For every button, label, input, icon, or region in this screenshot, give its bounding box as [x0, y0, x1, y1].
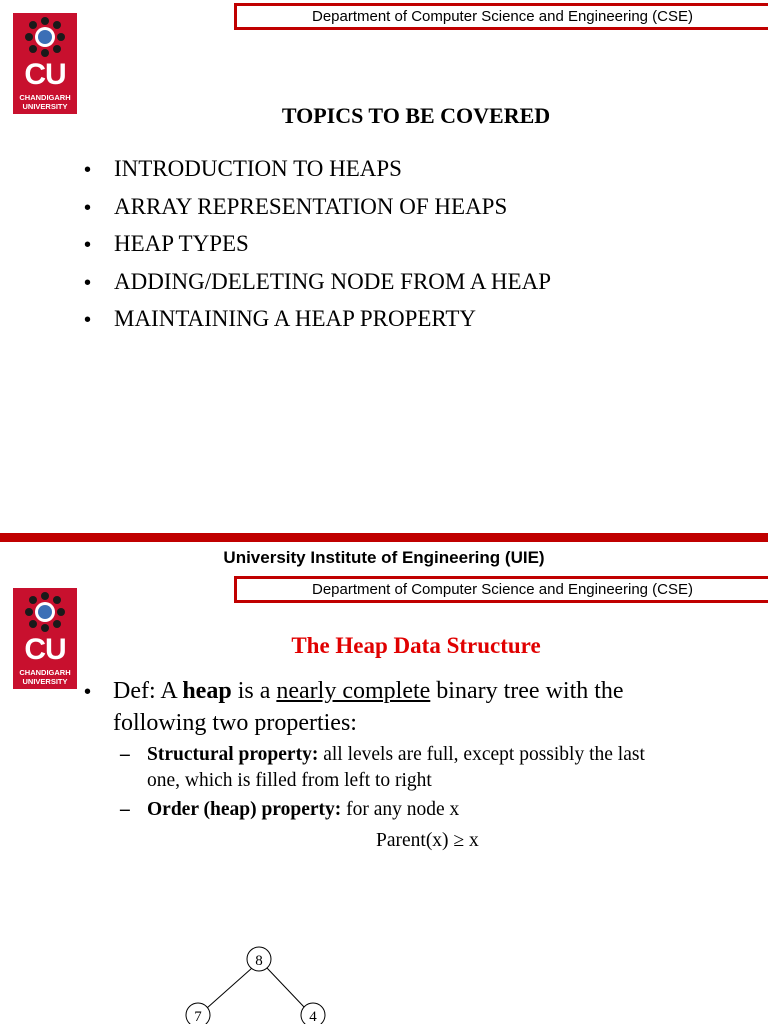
- list-item: • HEAP TYPES: [84, 231, 249, 256]
- order-property: – Order (heap) property: for any node x: [120, 799, 460, 820]
- department-banner: Department of Computer Science and Engineering (CSE): [234, 576, 768, 603]
- term-heap: heap: [182, 678, 232, 704]
- topics-list: [84, 151, 551, 339]
- tree-node-left-label: 7: [194, 1009, 202, 1024]
- logo-university-name: CHANDIGARH UNIVERSITY: [19, 93, 71, 111]
- slide-separator: [0, 533, 768, 542]
- term-nearly-complete: nearly complete: [276, 678, 431, 704]
- logo-mark: CU: [24, 633, 66, 666]
- slide-title: TOPICS TO BE COVERED: [281, 103, 551, 128]
- slide-heap-definition: [0, 542, 768, 1024]
- list-item: • INTRODUCTION TO HEAPS: [84, 156, 402, 181]
- logo-mark: CU: [24, 58, 66, 91]
- list-item: • ADDING/DELETING NODE FROM A HEAP: [84, 268, 551, 294]
- institute-title: University Institute of Engineering (UIE): [223, 548, 545, 567]
- list-item: • ARRAY REPRESENTATION OF HEAPS: [84, 193, 508, 219]
- heap-formula: Parent(x) ≥ x: [376, 830, 479, 851]
- definition-bullet: • Def: A heap is a nearly complete binary tree with the following two properties:: [84, 678, 624, 736]
- slide-title: The Heap Data Structure: [291, 633, 541, 658]
- logo-university-name: CHANDIGARH UNIVERSITY: [19, 668, 71, 686]
- department-banner: Department of Computer Science and Engineering (CSE): [234, 3, 768, 30]
- tree-node-right-label: 4: [309, 1009, 317, 1024]
- structural-property: – Structural property: all levels are full, except possibly the last one, which is filled from left to right: [120, 744, 645, 791]
- tree-node-root-label: 8: [255, 953, 263, 969]
- cu-logo: [13, 13, 77, 114]
- list-item: • MAINTAINING A HEAP PROPERTY: [84, 306, 477, 331]
- emblem-icon: [13, 13, 77, 61]
- heap-tree-diagram: [0, 542, 768, 1024]
